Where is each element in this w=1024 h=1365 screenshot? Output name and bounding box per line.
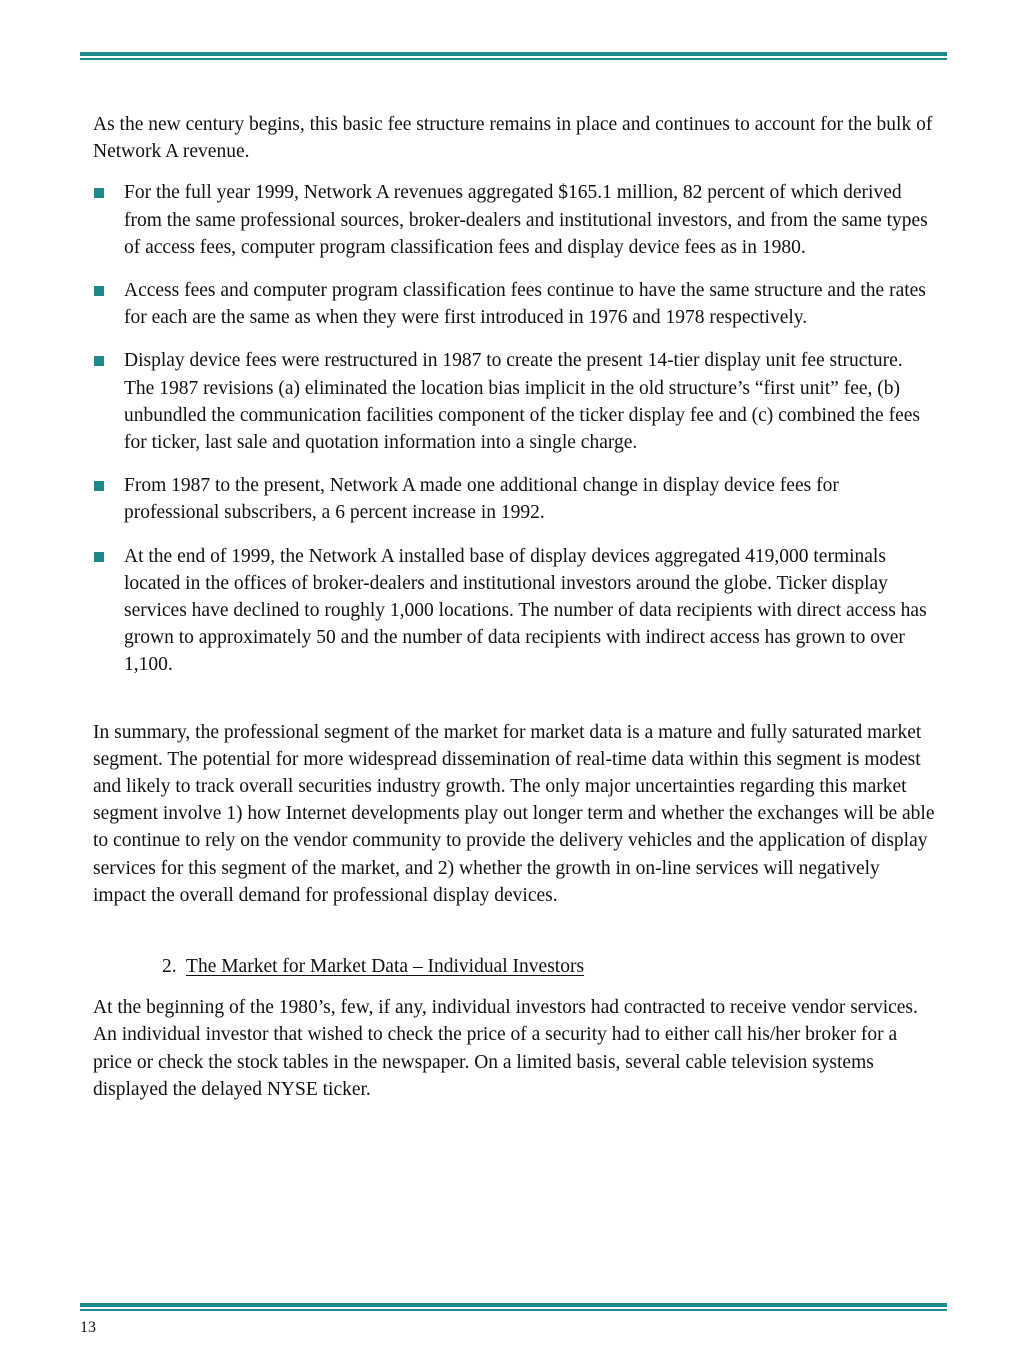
bullet-item-display-fees	[93, 347, 935, 456]
closing-paragraph: At the beginning of the 1980’s, few, if any, individual investors had contracted to receive vendor services. An individual investor that wished to check the price of a security had to either call his/her broker for a price or check the stock tables in the newspaper. On a limited basis, several cable television systems displayed the delayed NYSE ticker.	[93, 997, 918, 1100]
bullet-text: For the full year 1999, Network A revenues aggregated $165.1 million, 82 percent of which derived from the same professional sources, broker-dealers and institutional investors, and from the same types of access fees, computer program classification fees and display device fees as in 1980.	[124, 182, 928, 258]
bullet-item-fee-change	[93, 472, 935, 526]
square-bullet-icon	[94, 188, 104, 198]
top-rule-thin-line	[80, 58, 947, 60]
bottom-rule	[80, 1303, 947, 1311]
square-bullet-icon	[94, 356, 104, 366]
summary-paragraph: In summary, the professional segment of the market for market data is a mature and fully saturated market segment. The potential for more widespread dissemination of real-time data within this segment is modest and likely to track overall securities industry growth. The only major uncertainties regarding this market segment involve 1) how Internet developments play out longer term and whether the exchanges will be able to continue to rely on the vendor community to provide the delivery vehicles and the application of display services for this segment of the market, and 2) whether the growth in on-line services will negatively impact the overall demand for professional display devices.	[93, 721, 935, 906]
square-bullet-icon	[94, 481, 104, 491]
bullet-item-access-fees	[93, 277, 935, 331]
bullet-text: Display device fees were restructured in 1987 to create the present 14-tier display unit fee structure. The 1987 revisions (a) eliminated the location bias implicit in the old structure’s “first unit” fee, (b) unbundled the communication facilities component of the ticker display fee and (c) combined the fees for ticker, last sale and quotation information into a single charge.	[124, 350, 920, 454]
square-bullet-icon	[94, 552, 104, 562]
bullet-text: From 1987 to the present, Network A made one additional change in display device fees for professional subscribers, a 6 percent increase in 1992.	[124, 475, 839, 524]
bottom-rule-thin-line	[80, 1309, 947, 1311]
section-title: The Market for Market Data – Individual Investors	[186, 956, 585, 978]
page-number: 13	[80, 1319, 96, 1336]
bullet-text: Access fees and computer program classification fees continue to have the same structure and the rates for each are the same as when they were first introduced in 1976 and 1978 respectively.	[124, 280, 926, 329]
square-bullet-icon	[94, 286, 104, 296]
intro-paragraph: As the new century begins, this basic fee structure remains in place and continues to account for the bulk of Network A revenue.	[93, 114, 933, 163]
top-rule	[80, 52, 947, 60]
section-heading	[93, 953, 935, 980]
page-body	[93, 111, 935, 1103]
section-number: 2.	[162, 956, 177, 978]
bullet-list	[93, 179, 935, 678]
bullet-text: At the end of 1999, the Network A installed base of display devices aggregated 419,000 terminals located in the offices of broker-dealers and institutional investors around the globe. Ticker display services have declined to roughly 1,000 locations. The number of data recipients with direct access has grown to approximately 50 and the number of data recipients with indirect access has grown to over 1,100.	[124, 545, 927, 676]
bullet-item-installed-base	[93, 543, 935, 679]
bullet-item-revenue	[93, 179, 935, 261]
